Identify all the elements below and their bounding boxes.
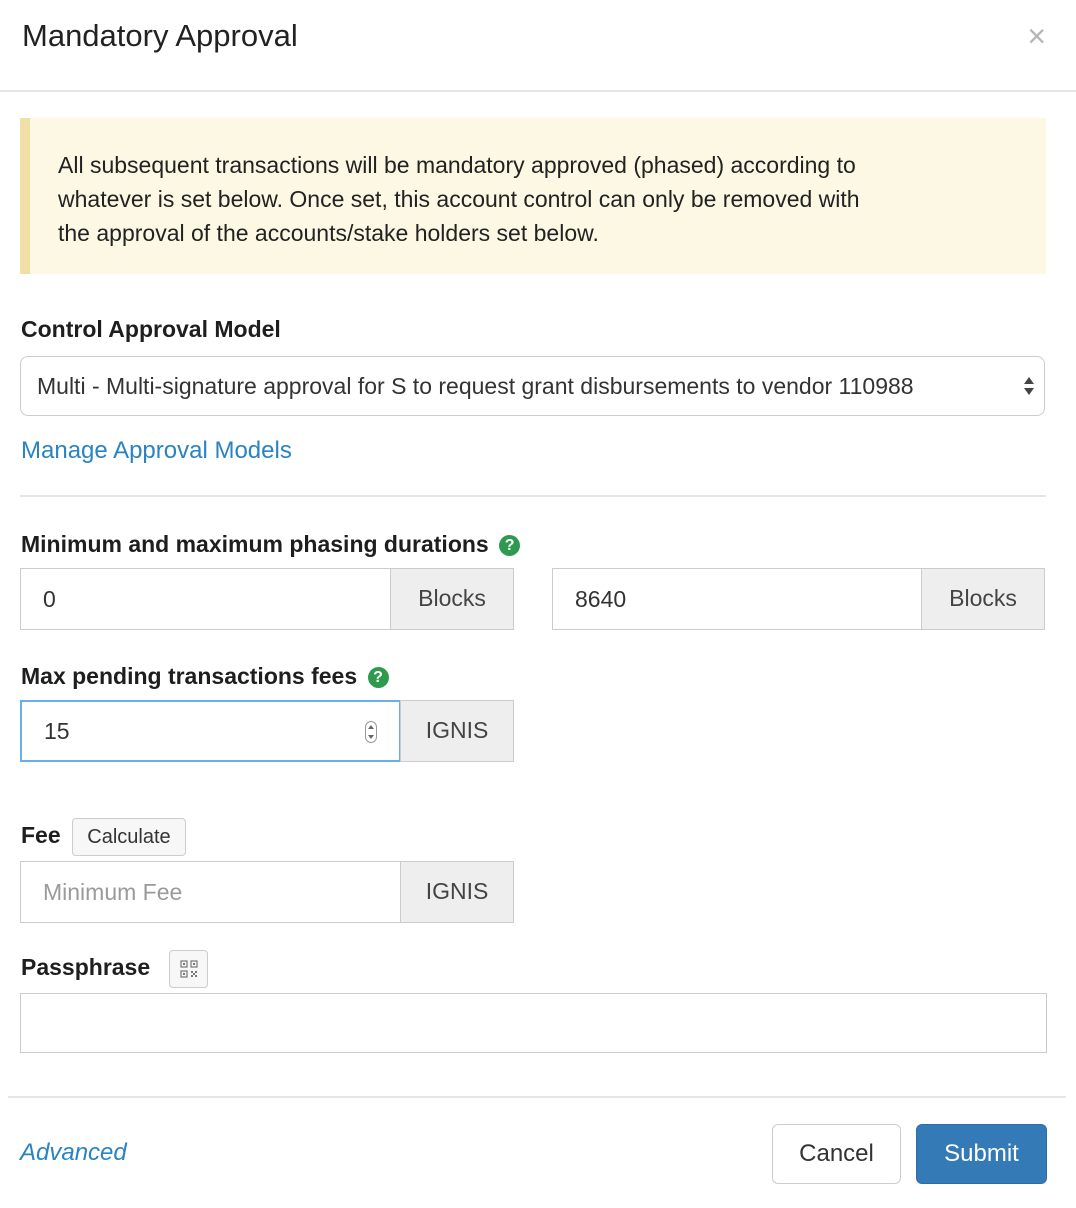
advanced-link[interactable]: Advanced [20,1139,127,1166]
section-divider [20,495,1046,497]
qr-scan-button[interactable] [169,950,208,988]
qr-code-icon [180,960,198,978]
approval-model-selected: Multi - Multi-signature approval for S to request grant disbursements to vendor 110988 [37,373,914,399]
manage-approval-models-link[interactable]: Manage Approval Models [21,437,292,464]
max-duration-input[interactable]: 8640 [552,568,922,630]
phasing-durations-label-text: Minimum and maximum phasing durations [21,531,489,557]
fee-unit: IGNIS [400,861,514,923]
modal-title: Mandatory Approval [22,18,298,53]
help-icon[interactable]: ? [368,667,389,688]
cancel-button[interactable]: Cancel [772,1124,901,1184]
approval-model-select[interactable] [20,356,1045,416]
fee-input[interactable]: Minimum Fee [20,861,401,923]
select-arrows-icon [1022,374,1036,398]
max-fees-unit: IGNIS [400,700,514,762]
callout-line: All subsequent transactions will be mandatory approved (phased) according to [58,152,856,178]
passphrase-label: Passphrase [21,954,151,980]
fee-label: Fee [21,822,61,848]
approval-model-label: Control Approval Model [21,316,281,342]
number-spinner-icon[interactable] [365,721,377,743]
calculate-button[interactable]: Calculate [72,818,186,856]
submit-button[interactable]: Submit [916,1124,1047,1184]
max-duration-unit: Blocks [921,568,1045,630]
footer-divider [8,1096,1066,1098]
phasing-durations-label [21,531,520,558]
modal-header [0,0,1076,92]
callout-line: whatever is set below. Once set, this account control can only be removed with [58,186,860,212]
info-callout [20,118,1046,274]
max-fees-label [21,663,389,690]
passphrase-input[interactable] [20,993,1047,1053]
min-duration-unit: Blocks [390,568,514,630]
help-icon[interactable]: ? [499,535,520,556]
max-fees-value: 15 [44,718,70,744]
close-icon[interactable]: × [1027,18,1046,54]
max-fees-input[interactable] [20,700,401,762]
max-fees-label-text: Max pending transactions fees [21,663,358,689]
callout-line: the approval of the accounts/stake holders set below. [58,220,599,246]
min-duration-input[interactable]: 0 [20,568,391,630]
